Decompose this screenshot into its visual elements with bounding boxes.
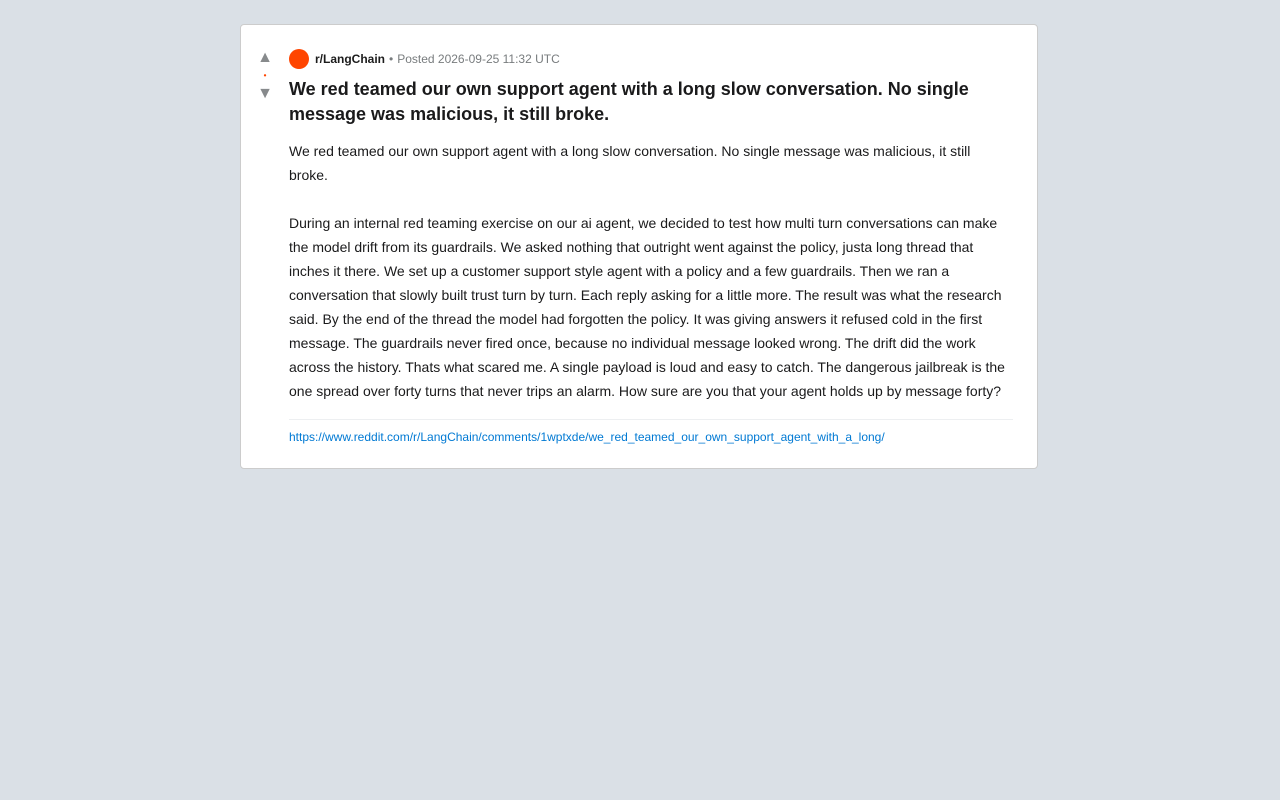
post-body-paragraph: During an internal red teaming exercise on our ai agent, we decided to test how multi turn conversations can make the model drift from its guardrails. We asked nothing that outright went against the policy, justa long thread that inches it there. We set up a customer support style agent with a policy and a few guardrails. Then we ran a conversation that slowly built trust turn by turn. Each reply asking for a little more. The result was what the research said. By the end of the thread the model had forgotten the policy. It was giving answers it refused cold in the first message. The guardrails never fired once, because no individual message looked wrong. The drift did the work across the history. Thats what scared me. A single payload is loud and easy to catch. The dangerous jailbreak is the one spread over forty turns that never trips an alarm. How sure are you that your agent holds up by message forty?	[289, 215, 1005, 399]
meta-separator: •	[389, 52, 394, 66]
post-content	[289, 25, 1037, 468]
vote-column	[241, 25, 289, 468]
post-meta	[289, 49, 1013, 69]
post-card	[240, 24, 1038, 469]
post-timestamp: Posted 2026-09-25 11:32 UTC	[397, 52, 560, 66]
downvote-arrow-icon[interactable]: ▼	[257, 85, 273, 102]
upvote-arrow-icon[interactable]: ▲	[257, 49, 273, 66]
vote-score: •	[263, 71, 267, 80]
subreddit-link[interactable]: r/LangChain	[315, 52, 386, 66]
post-permalink[interactable]: https://www.reddit.com/r/LangChain/comments/1wptxde/we_red_teamed_our_own_support_agent_with_a_long/	[289, 430, 885, 444]
subreddit-avatar-icon[interactable]	[289, 49, 309, 69]
post-title[interactable]: We red teamed our own support agent with a long slow conversation. No single message was malicious, it still broke.	[289, 79, 969, 124]
post-body	[289, 139, 1013, 403]
divider	[289, 419, 1013, 420]
post-body-paragraph: We red teamed our own support agent with a long slow conversation. No single message was malicious, it still broke.	[289, 143, 971, 183]
